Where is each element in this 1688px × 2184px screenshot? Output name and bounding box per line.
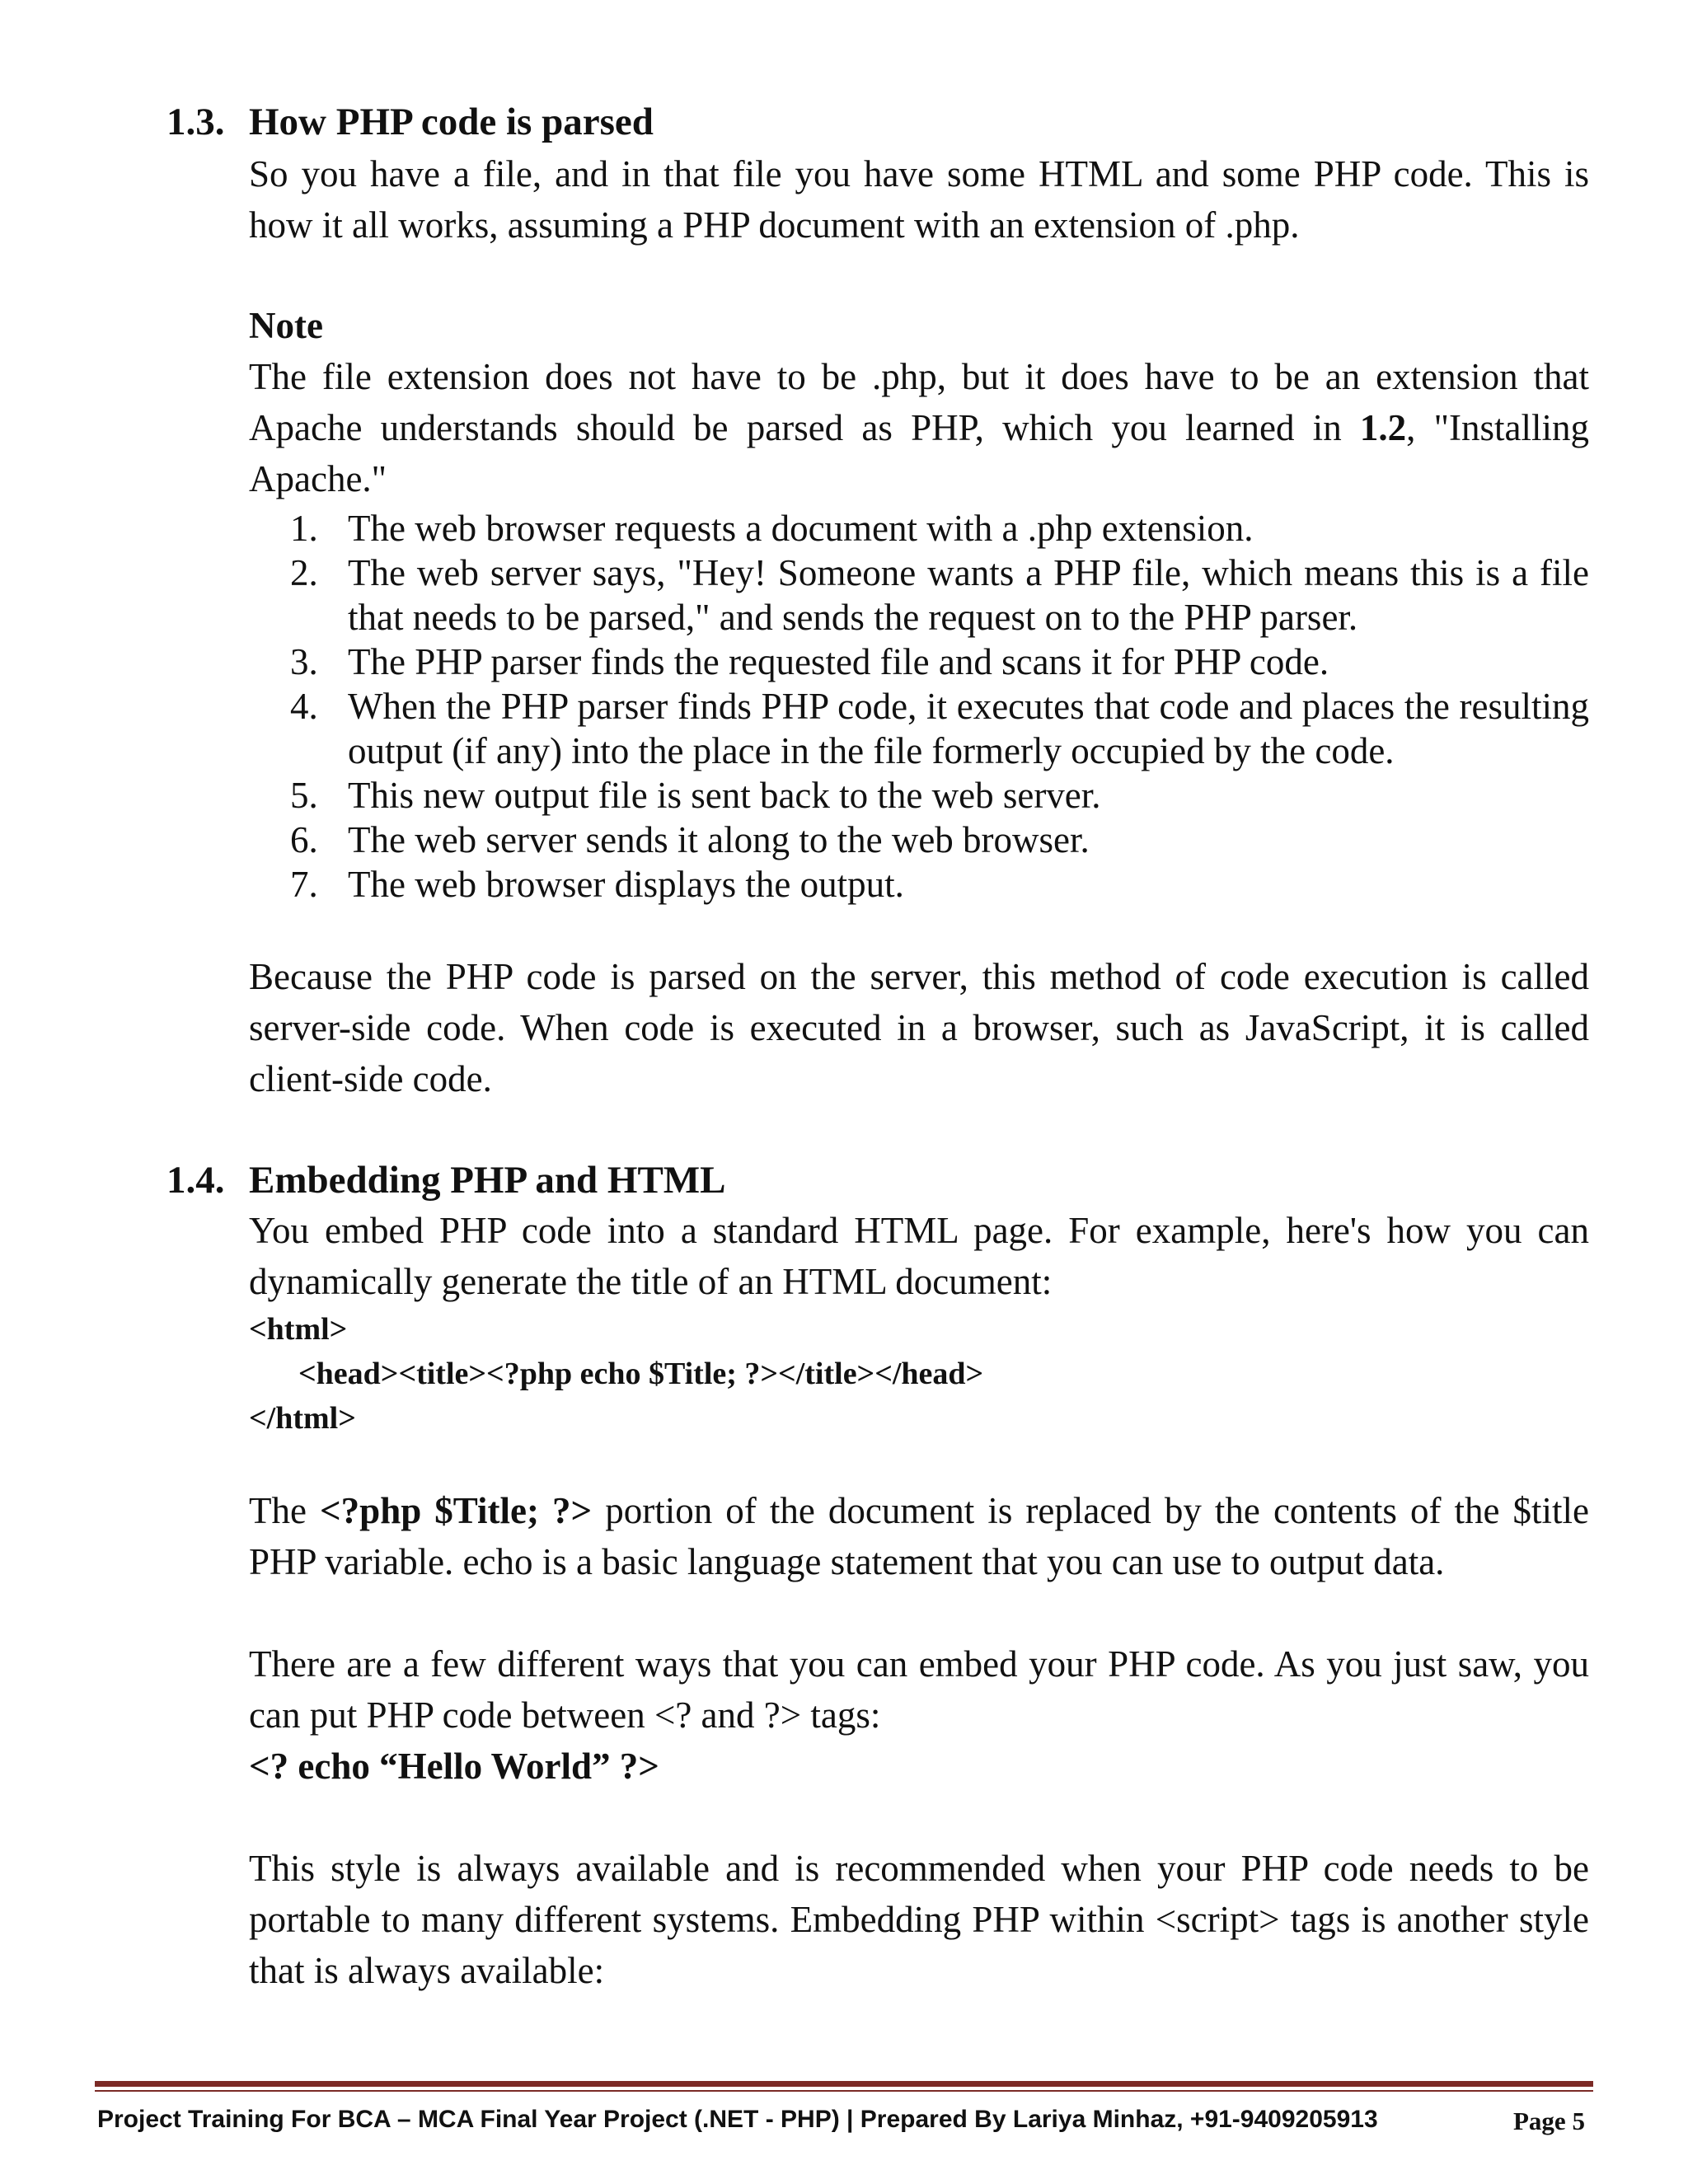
- list-item: [290, 640, 1589, 684]
- list-number: 4.: [290, 686, 318, 727]
- list-number: 7.: [290, 864, 318, 905]
- conclusion-paragraph: Because the PHP code is parsed on the server, this method of code execution is called server-side code. When code is executed in a browser, such as JavaScript, it is called client-side code.: [249, 956, 1589, 1099]
- list-item: [290, 773, 1589, 818]
- parsing-steps-list: [290, 506, 1589, 907]
- list-item: [290, 862, 1589, 907]
- intro-paragraph: So you have a file, and in that file you have some HTML and some PHP code. This is how it all works, assuming a PHP document with an extension of .php.: [249, 153, 1589, 246]
- list-item: [290, 506, 1589, 551]
- footer-rule: [95, 2081, 1593, 2087]
- footer-text: Project Training For BCA – MCA Final Year Project (.NET - PHP) | Prepared By Lariya Minhaz, +91-9409205913: [97, 2106, 1378, 2133]
- list-text: The PHP parser finds the requested file and scans it for PHP code.: [348, 641, 1329, 682]
- list-text: The web server says, "Hey! Someone wants a PHP file, which means this is a file that needs to be parsed," and sends the request on to the PHP parser.: [348, 552, 1589, 638]
- title-variable-paragraph: [249, 1485, 1589, 1587]
- hello-world-code: <? echo “Hello World” ?>: [249, 1746, 659, 1787]
- section-number: 1.3.: [166, 101, 225, 143]
- section-title: How PHP code is parsed: [249, 101, 654, 143]
- section-heading-1-3: [166, 97, 654, 147]
- code-line: <html>: [249, 1312, 348, 1347]
- list-number: 3.: [290, 641, 318, 682]
- list-number: 5.: [290, 775, 318, 816]
- note-paragraph: [249, 351, 1589, 504]
- paragraph-text: portion of the document is replaced by the contents of the $title PHP variable. echo is a basic language statement that you can use to output data.: [249, 1490, 1590, 1582]
- list-item: [290, 818, 1589, 862]
- list-text: The web browser displays the output.: [348, 864, 904, 905]
- embed-ways-paragraph: There are a few different ways that you can embed your PHP code. As you just saw, you can put PHP code between <? and ?> tags:: [249, 1643, 1589, 1736]
- list-number: 2.: [290, 552, 318, 593]
- paragraph-text: The: [249, 1490, 321, 1531]
- list-number: 6.: [290, 819, 318, 860]
- list-text: The web browser requests a document with a .php extension.: [348, 508, 1254, 549]
- list-text: When the PHP parser finds PHP code, it executes that code and places the resulting output (if any) into the place in the file formerly occupied by the code.: [348, 686, 1589, 771]
- section-number: 1.4.: [166, 1159, 225, 1202]
- portability-paragraph: This style is always available and is recommended when your PHP code needs to be portable to many different systems. Embedding PHP within <script> tags is another style that is always available:: [249, 1848, 1589, 1991]
- inline-code: <?php $Title; ?>: [320, 1490, 593, 1531]
- section-heading-1-4: [166, 1155, 726, 1205]
- list-item: [290, 684, 1589, 773]
- list-item: [290, 551, 1589, 640]
- page-number: Page 5: [1513, 2107, 1585, 2135]
- list-text: The web server sends it along to the web browser.: [348, 819, 1090, 860]
- note-reference: 1.2: [1359, 407, 1407, 448]
- note-heading: Note: [249, 305, 323, 346]
- footer-rule-thin: [95, 2090, 1593, 2092]
- list-number: 1.: [290, 508, 318, 549]
- note-text-before: The file extension does not have to be .php, but it does have to be an extension that Apache understands should be parsed as PHP, which you learned in: [249, 356, 1589, 448]
- note-text-after: , "Installing Apache.": [249, 407, 1589, 499]
- code-line: </html>: [249, 1401, 356, 1436]
- section-title: Embedding PHP and HTML: [249, 1159, 726, 1202]
- embedding-intro-paragraph: You embed PHP code into a standard HTML page. For example, here's how you can dynamically generate the title of an HTML document:: [249, 1210, 1589, 1302]
- code-line: <head><title><?php echo $Title; ?></title></head>: [298, 1357, 984, 1391]
- list-text: This new output file is sent back to the web server.: [348, 775, 1101, 816]
